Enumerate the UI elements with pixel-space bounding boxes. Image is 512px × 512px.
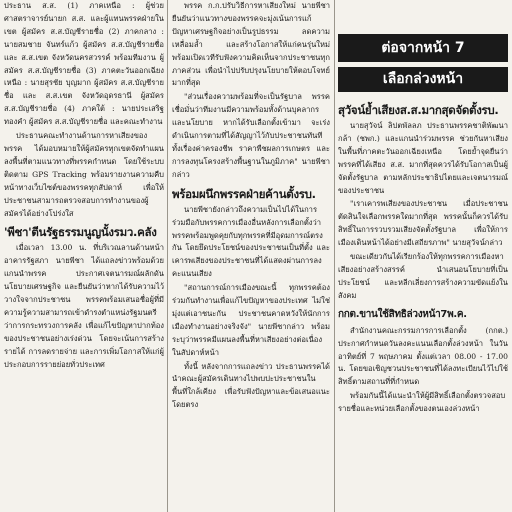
section-subhead: กกต.ขานใช้สิทธิล่วงหน้า7พ.ค. bbox=[338, 308, 467, 320]
article-paragraph: ประธานคณะทำงานด้านการหาเสียงของพรรค ได้มอบหมายให้ผู้สมัครทุกเขตจัดทำแผนลงพื้นที่ตามแนวทางที่พรรคกำหนด โดยใช้ระบบติดตาม GPS Tracking พร้อมรายงานความคืบหน้าทางเว็บไซต์ของพรรคทุกสัปดาห์ เพื่อให้ประชาชนสามารถตรวจสอบการทำงานของผู้สมัครได้อย่างโปร่งใส bbox=[4, 131, 164, 218]
article-paragraph: "เราเคารพเสียงของประชาชน เมื่อประชาชนตัดสินใจเลือกพรรคใดมากที่สุด พรรคนั้นก็ควรได้รับสิทธิ์ในการรวบรวมเสียงจัดตั้งรัฐบาล เพื่อให้การเมืองเดินหน้าได้อย่างมีเสถียรภาพ" นายสุวัจน์กล่าว bbox=[338, 199, 508, 248]
article-paragraph: "ส่วนเรื่องความพร้อมที่จะเป็นรัฐบาล พรรคเชื่อมั่นว่าทีมงานมีความพร้อมทั้งด้านบุคลากรและนโยบาย หากได้รับเลือกตั้งเข้ามา จะเร่งดำเนินการตามที่ได้สัญญาไว้กับประชาชนทันที ทั้งเรื่องค่าครองชีพ ราคาพืชผลการเกษตร และการลงทุนโครงสร้างพื้นฐานในภูมิภาค" นายพีชากล่าว bbox=[172, 92, 330, 179]
article-paragraph: เมื่อเวลา 13.00 น. ที่บริเวณลานด้านหน้าอาคารรัฐสภา นายพีชา ได้แถลงข่าวพร้อมด้วยแกนนำพรรค ประกาศเจตนารมณ์ผลักดันนโยบายเศรษฐกิจ และยืนยันว่าหากได้รับความไว้วางใจจากประชาชน พรรคพร้อมเสนอชื่อผู้ที่มีความรู้ความสามารถเข้าดำรงตำแหน่งรัฐมนตรีว่าการกระทรวงการคลัง เพื่อแก้ไขปัญหาปากท้องของประชาชนอย่างเร่งด่วน โดยจะเน้นการสร้างรายได้ การลดรายจ่าย และการเพิ่มโอกาสให้แก่ผู้ประกอบการรายย่อยทั่วประเทศ bbox=[4, 243, 164, 369]
article-paragraph: ขณะเดียวกันได้เรียกร้องให้ทุกพรรคการเมืองหาเสียงอย่างสร้างสรรค์ นำเสนอนโยบายที่เป็นประโยชน์ และหลีกเลี่ยงการสร้างความขัดแย้งในสังคม bbox=[338, 252, 508, 300]
section-subhead: 'พีชา'ตีนรัฐธรรมนูญนั้งรมว.คลัง bbox=[4, 225, 157, 240]
article-paragraph: ประธาน ส.ส. (1) ภาคเหนือ : ผู้ช่วยศาสตราจารย์นายก ส.ส. และผู้แทนพรรคฝ่ายในเขต ผู้สมัคร ส.ส.บัญชีรายชื่อ (2) ภาคกลาง : นายสมชาย จันทร์แก้ว ผู้สมัคร ส.ส.บัญชีรายชื่อ และ ส.ส.เขต จังหวัดนครสวรรค์ พร้อมทีมงาน ผู้สมัคร ส.ส.บัญชีรายชื่อ (3) ภาคตะวันออกเฉียงเหนือ : นายสุรชัย บุญมาก ผู้สมัคร ส.ส.บัญชีรายชื่อ และ ส.ส.เขต จังหวัดอุดรธานี ผู้สมัคร ส.ส.บัญชีรายชื่อ (4) ภาคใต้ : นายประเสริฐ ทองคำ ผู้สมัคร ส.ส.บัญชีรายชื่อ และคณะทำงาน bbox=[4, 1, 164, 127]
article-paragraph: พรรค ก.ก.ปรับวิธีการหาเสียงใหม่ นายพีชายืนยันว่าแนวทางของพรรคจะมุ่งเน้นการแก้ปัญหาเศรษฐกิจอย่างเป็นรูปธรรม ลดความเหลื่อมล้ำ และสร้างโอกาสให้แก่คนรุ่นใหม่ พร้อมเปิดเวทีรับฟังความคิดเห็นจากประชาชนทุกภาคส่วน เพื่อนำไปปรับปรุงนโยบายให้ตอบโจทย์มากที่สุด bbox=[172, 1, 330, 88]
column-divider bbox=[334, 0, 335, 512]
article-paragraph: ทั้งนี้ หลังจากการแถลงข่าว ประธานพรรคได้นำคณะผู้สมัครเดินทางไปพบปะประชาชนในพื้นที่ใกล้เคียง เพื่อรับฟังปัญหาและข้อเสนอแนะโดยตรง bbox=[172, 361, 330, 410]
column-left bbox=[4, 0, 164, 512]
section-title-banner: เลือกล่วงหน้า bbox=[338, 67, 508, 92]
article-paragraph: พร้อมกันนี้ได้แนะนำให้ผู้มีสิทธิ์เลือกตั้งตรวจสอบรายชื่อและหน่วยเลือกตั้งของตนเองล่วงหน้า bbox=[338, 391, 506, 414]
article-paragraph: นายพีชายังกล่าวถึงความเป็นไปได้ในการร่วมมือกับพรรคการเมืองอื่นหลังการเลือกตั้งว่า พรรคพร้อมพูดคุยกับทุกพรรคที่มีอุดมการณ์ตรงกัน โดยยึดประโยชน์ของประชาชนเป็นที่ตั้ง และเคารพเสียงของประชาชนที่ได้แสดงผ่านการลงคะแนนเสียง bbox=[172, 204, 330, 279]
section-subhead: พร้อมผนึกพรรคฝ่ายค้านตั้งรบ. bbox=[172, 186, 316, 201]
article-paragraph: สำนักงานคณะกรรมการการเลือกตั้ง (กกต.) ประกาศกำหนดวันลงคะแนนเลือกตั้งล่วงหน้า ในวันอาทิตย์ที่ 7 พฤษภาคม ตั้งแต่เวลา 08.00 - 17.00 น. โดยขอเชิญชวนประชาชนที่ได้ลงทะเบียนไว้ไปใช้สิทธิ์ตามสถานที่ที่กำหนด bbox=[338, 325, 508, 387]
column-divider bbox=[167, 0, 168, 512]
article-paragraph: นายสุวัจน์ ลิปตพัลลภ ประธานพรรคชาติพัฒนากล้า (ชพก.) และแกนนำร่วมพรรค ช่วยกันหาเสียงในพื้นที่ภาคตะวันออกเฉียงเหนือ โดยย้ำจุดยืนว่าพรรคที่ได้เสียง ส.ส. มากที่สุดควรได้รับโอกาสเป็นผู้จัดตั้งรัฐบาล ตามหลักประชาธิปไตยและเจตนารมณ์ของประชาชน bbox=[338, 121, 508, 195]
column-right bbox=[338, 98, 508, 512]
column-middle bbox=[172, 0, 330, 512]
continued-from-banner: ต่อจากหน้า 7 bbox=[338, 34, 508, 62]
section-subhead: สุวัจน์ย้ำเสียงส.ส.มากสุดจัดตั้งรบ. bbox=[338, 103, 499, 117]
article-paragraph: "สถานการณ์การเมืองขณะนี้ ทุกพรรคต้องร่วมกันทำงานเพื่อแก้ไขปัญหาของประเทศ ไม่ใช่มุ่งแต่เอาชนะกัน ประชาชนคาดหวังให้นักการเมืองทำงานอย่างจริงจัง" นายพีชากล่าว พร้อมระบุว่าพรรคมีแผนลงพื้นที่หาเสียงอย่างต่อเนื่องในสัปดาห์หน้า bbox=[172, 283, 330, 357]
